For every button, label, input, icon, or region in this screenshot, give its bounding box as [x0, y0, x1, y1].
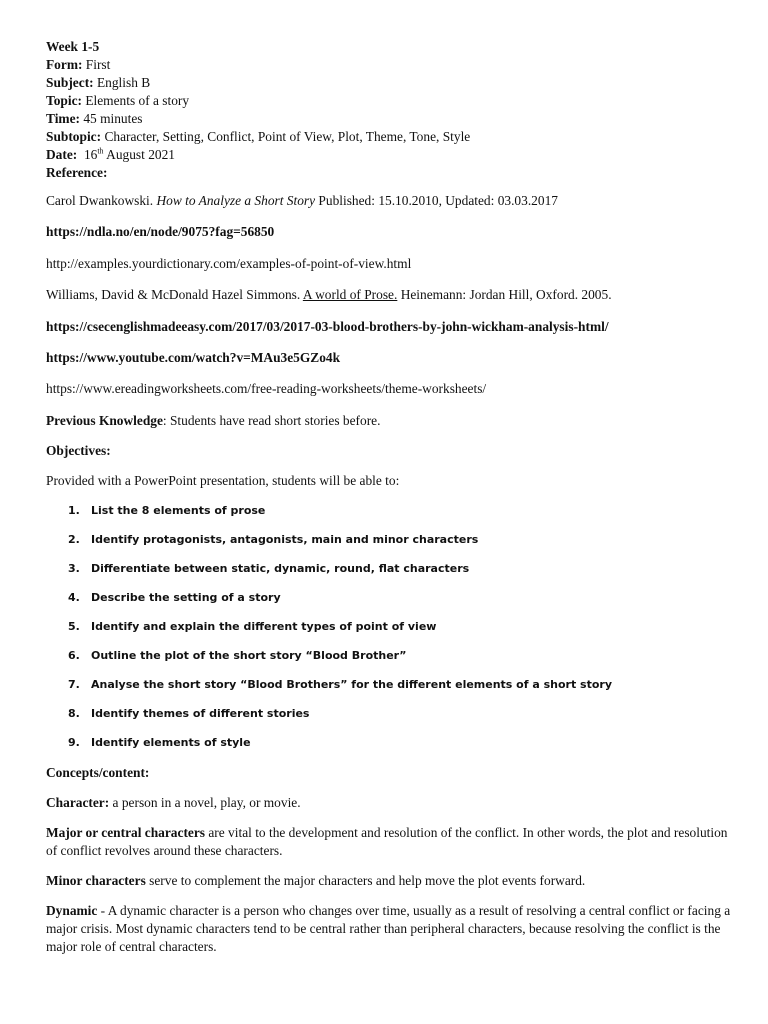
- objective-text: Identify themes of different stories: [91, 706, 310, 720]
- form-label: Form:: [46, 57, 83, 72]
- major-characters-term: Major or central characters: [46, 824, 206, 840]
- topic-line: [46, 92, 736, 110]
- objective-number: 2.: [68, 532, 80, 546]
- major-characters-definition: [46, 824, 736, 860]
- objective-item: [46, 590, 736, 606]
- reference-5-link[interactable]: https://csecenglishmadeeasy.com/2017/03/2017-03-blood-brothers-by-john-wickham-analysis-html/: [46, 318, 609, 334]
- concepts-heading: Concepts/content:: [46, 764, 150, 780]
- date-rest: August 2021: [106, 147, 175, 162]
- reference-1-rest: Published: 15.10.2010, Updated: 03.03.2017: [318, 193, 558, 208]
- dynamic-def-text: - A dynamic character is a person who changes over time, usually as a result of resolving a central conflict or facing a major crisis. Most dynamic characters tend to be central rather than peripheral characters, because resolving the conflict is the major role of central characters.: [46, 902, 731, 954]
- objective-number: 7.: [68, 677, 80, 691]
- objective-number: 5.: [68, 619, 80, 633]
- character-term: Character:: [46, 794, 110, 810]
- previous-knowledge-text: : Students have read short stories before.: [162, 412, 381, 428]
- objective-number: 3.: [68, 561, 80, 575]
- date-label: Date:: [46, 147, 78, 162]
- objective-item: [46, 648, 736, 664]
- objective-item: [46, 561, 736, 577]
- dynamic-term: Dynamic: [46, 902, 98, 918]
- lesson-plan-page: [46, 38, 736, 956]
- dynamic-character-definition: [46, 902, 736, 956]
- reference-4: [46, 286, 736, 304]
- time-label: Time:: [46, 111, 80, 126]
- objective-text: Identify protagonists, antagonists, main and minor characters: [91, 532, 479, 546]
- objective-number: 8.: [68, 706, 80, 720]
- objective-text: Identify and explain the different types of point of view: [91, 619, 437, 633]
- objective-text: Identify elements of style: [91, 735, 251, 749]
- objective-text: Analyse the short story “Blood Brothers” for the different elements of a short story: [91, 677, 613, 691]
- previous-knowledge-label: Previous Knowledge: [46, 412, 163, 428]
- objective-text: Differentiate between static, dynamic, round, flat characters: [91, 561, 470, 575]
- objective-number: 9.: [68, 735, 80, 749]
- time-value: 45 minutes: [83, 111, 143, 126]
- character-def-text: a person in a novel, play, or movie.: [109, 794, 301, 810]
- form-value: First: [85, 57, 111, 72]
- subtopic-value: Character, Setting, Conflict, Point of View, Plot, Theme, Tone, Style: [104, 129, 471, 144]
- previous-knowledge: [46, 412, 736, 430]
- date-line: [46, 146, 736, 164]
- topic-value: Elements of a story: [85, 93, 190, 108]
- minor-characters-def-text: serve to complement the major characters and help move the plot events forward.: [145, 872, 586, 888]
- reference-1-title: How to Analyze a Short Story: [156, 193, 316, 208]
- objective-item: [46, 677, 736, 693]
- reference-7-link[interactable]: https://www.ereadingworksheets.com/free-reading-worksheets/theme-worksheets/: [46, 381, 487, 397]
- time-line: [46, 110, 736, 128]
- reference-4-title: A world of Prose.: [302, 287, 398, 303]
- objective-number: 6.: [68, 648, 80, 662]
- reference-1-author: Carol Dwankowski.: [46, 193, 154, 208]
- objective-item: [46, 706, 736, 722]
- objectives-intro: Provided with a PowerPoint presentation, students will be able to:: [46, 472, 400, 488]
- major-characters-def-text: are vital to the development and resolution of the conflict. In other words, the plot and resolution of conflict revolves around these characters.: [46, 824, 728, 858]
- objectives-heading: Objectives:: [46, 442, 111, 458]
- form-line: [46, 56, 736, 74]
- objective-item: [46, 735, 736, 751]
- reference-3-link[interactable]: http://examples.yourdictionary.com/examples-of-point-of-view.html: [46, 255, 412, 271]
- subtopic-line: [46, 128, 736, 146]
- objective-number: 1.: [68, 503, 80, 517]
- reference-1: [46, 192, 736, 210]
- minor-characters-definition: [46, 872, 736, 890]
- reference-6-link[interactable]: https://www.youtube.com/watch?v=MAu3e5GZo4k: [46, 349, 341, 365]
- subtopic-label: Subtopic:: [46, 129, 102, 144]
- subject-label: Subject:: [46, 75, 94, 90]
- objective-item: [46, 619, 736, 635]
- objective-text: List the 8 elements of prose: [91, 503, 266, 517]
- objective-item: [46, 503, 736, 519]
- week-heading: Week 1-5: [46, 39, 100, 54]
- objective-text: Describe the setting of a story: [91, 590, 281, 604]
- reference-2-link[interactable]: https://ndla.no/en/node/9075?fag=56850: [46, 224, 275, 240]
- reference-4-author: Williams, David & McDonald Hazel Simmons.: [46, 287, 301, 303]
- objective-text: Outline the plot of the short story “Blood Brother”: [91, 648, 407, 662]
- objective-number: 4.: [68, 590, 80, 604]
- objective-item: [46, 532, 736, 548]
- subject-line: [46, 74, 736, 92]
- objectives-list: [46, 503, 736, 751]
- date-suffix: th: [97, 146, 104, 156]
- character-definition: [46, 794, 736, 812]
- reference-4-rest: Heinemann: Jordan Hill, Oxford. 2005.: [400, 287, 612, 303]
- minor-characters-term: Minor characters: [46, 872, 146, 888]
- date-day: 16: [83, 147, 98, 162]
- reference-heading: Reference:: [46, 165, 108, 180]
- topic-label: Topic:: [46, 93, 82, 108]
- subject-value: English B: [96, 75, 151, 90]
